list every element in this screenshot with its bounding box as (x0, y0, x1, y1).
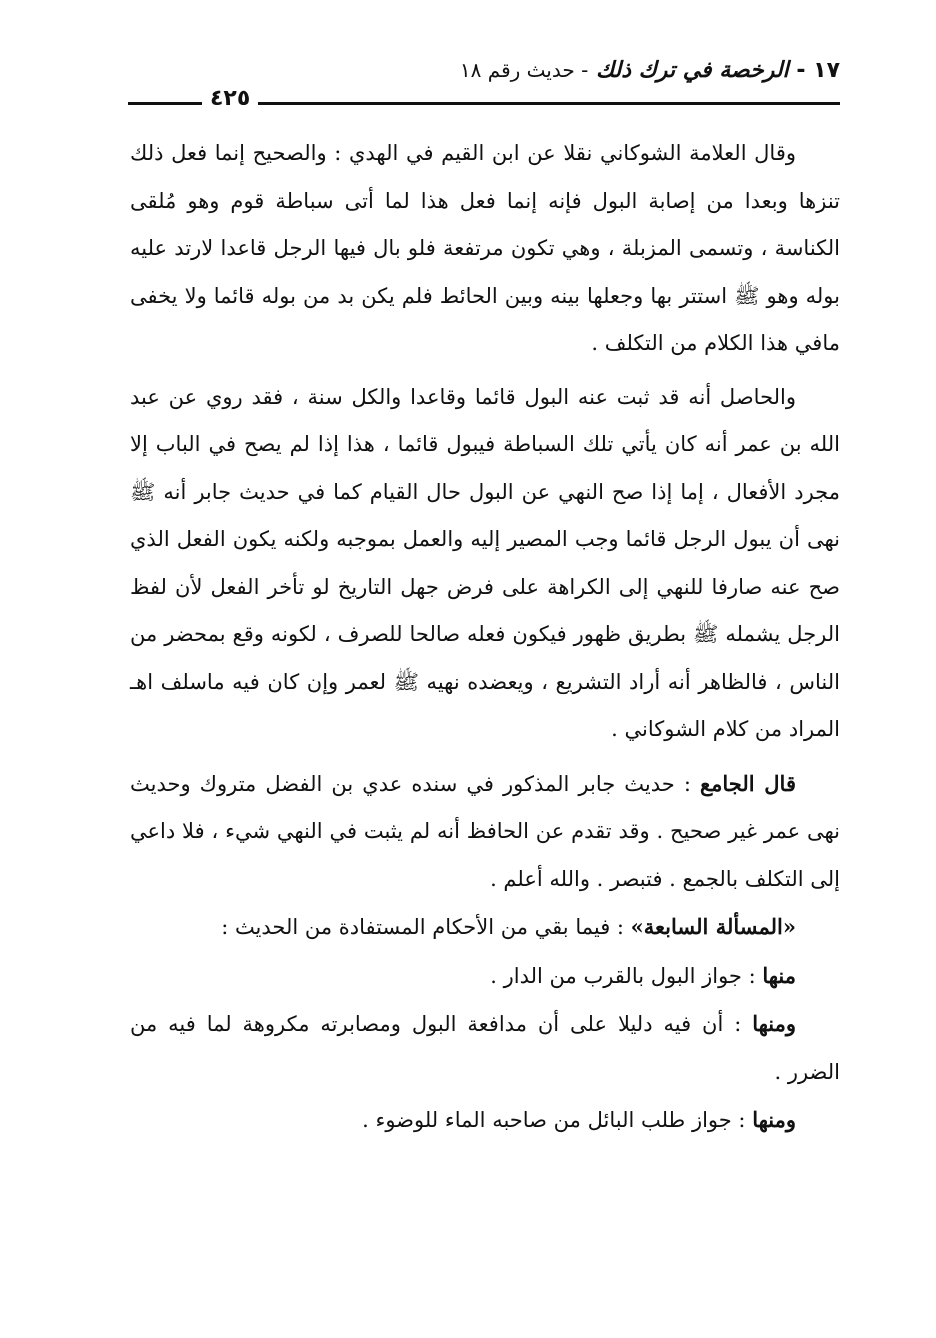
paragraph-lead: قال الجامع (699, 770, 796, 796)
paragraph-text: : فيما بقي من الأحكام المستفادة من الحديث : (221, 915, 631, 939)
paragraph-text: : أن فيه دليلا على أن مدافعة البول ومصابرته مكروهة لما فيه من الضرر . (130, 1012, 840, 1084)
paragraph-lead: ومنها (752, 1011, 796, 1036)
paragraph-compiler-note (130, 760, 840, 904)
page-header (128, 58, 840, 111)
hadith-label: حديث رقم ١٨ (459, 58, 575, 82)
chapter-number: ١٧ (813, 58, 840, 83)
paragraph-text: : جواز طلب البائل من صاحبه الماء للوضوء . (362, 1108, 753, 1132)
paragraph-text: وقال العلامة الشوكاني نقلا عن ابن القيم في الهدي : والصحيح إنما فعل ذلك تنزها وبعدا من إصابة البول فإنه إنما فعل هذا لما أتى سباطة قوم وهو مُلقى الكناسة ، وتسمى المزبلة ، وهي تكون مرتفعة فلو بال فيها الرجل قاعدا لارتد عليه بوله وهو ﷺ استتر بها وجعلها بينه وبين الحائط فلم يكن بد من بوله قائما ولا يخفى مافي هذا الكلام من التكلف . (130, 141, 840, 355)
chapter-title: الرخصة في ترك ذلك (595, 58, 789, 83)
paragraph-text: والحاصل أنه قد ثبت عنه البول قائما وقاعدا والكل سنة ، فقد روي عن عبد الله بن عمر أنه كان يأتي تلك السباطة فيبول قائما ، هذا إذا لم يصح في الباب إلا مجرد الأفعال ، إما إذا صح النهي عن البول حال القيام كما في حديث جابر أنه ﷺ نهى أن يبول الرجل قائما وجب المصير إليه والعمل بموجبه ولكنه يكون الفعل الذي صح عنه صارفا للنهي إلى الكراهة على فرض جهل التاريخ لو تأخر الفعل لأن لفظ الرجل يشمله ﷺ بطريق ظهور فيكون فعله صالحا للصرف ، لكونه وقع بمحضر من الناس ، فالظاهر أنه أراد التشريع ، ويعضده نهيه ﷺ لعمر وإن كان فيه ماسلف اهـ المراد من كلام الشوكاني . (130, 384, 840, 741)
paragraph-seventh-issue (130, 903, 840, 952)
paragraph-ruling-3 (130, 1096, 840, 1145)
paragraph-ruling-1 (130, 952, 840, 1001)
paragraph-text: : حديث جابر المذكور في سنده عدي بن الفضل متروك وحديث نهى عمر غير صحيح . وقد تقدم عن الحافظ أنه لم يثبت في النهي شيء ، فلا داعي إلى التكلف بالجمع . فتبصر . والله أعلم . (130, 771, 840, 891)
paragraph-lead: منها (762, 962, 796, 988)
main-text (130, 130, 840, 1145)
page-number: ٤٢٥ (202, 86, 258, 111)
paragraph-shawkani-quote (130, 130, 840, 368)
paragraph-lead: ومنها (752, 1107, 796, 1132)
paragraph-lead: «المسألة السابعة» (630, 914, 796, 939)
running-title: ١٧ - الرخصة في ترك ذلك - حديث رقم ١٨ (459, 58, 840, 83)
paragraph-ruling-2 (130, 1000, 840, 1096)
paragraph-text: : جواز البول بالقرب من الدار . (490, 963, 763, 988)
title-separator: - (581, 58, 589, 82)
paragraph-conclusion (130, 374, 840, 754)
